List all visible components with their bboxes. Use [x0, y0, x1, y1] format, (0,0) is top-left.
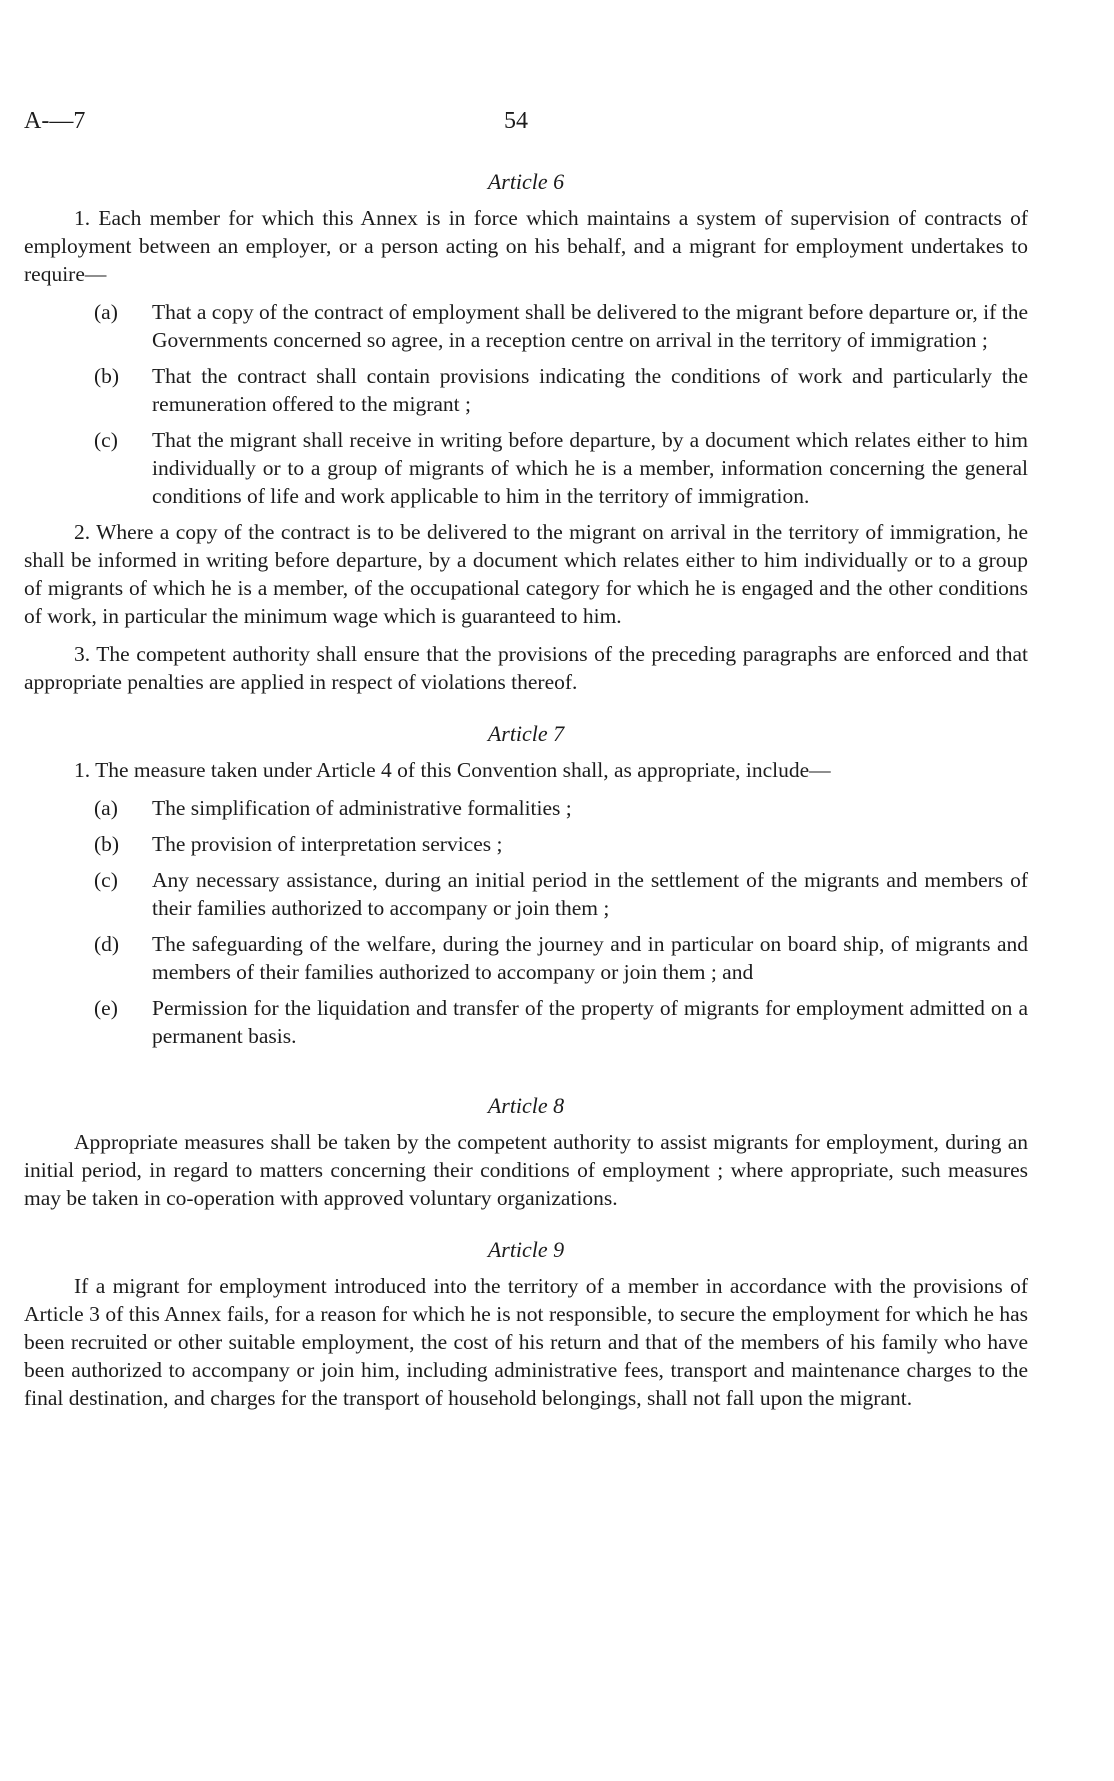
article-7-title: Article 7 [487, 721, 565, 746]
article-7-item-d [24, 930, 1028, 986]
article-6-title: Article 6 [487, 169, 565, 194]
article-7-item-a [24, 794, 1028, 822]
article-6-para-3: 3. The competent authority shall ensure that the provisions of the preceding paragraphs are enforced and that appropriate penalties are applied in respect of violations thereof. [24, 642, 1028, 694]
page-body [24, 168, 1028, 1422]
article-6-item-c [24, 426, 1028, 510]
item-text: That a copy of the contract of employment shall be delivered to the migrant before departure or, if the Governments concerned so agree, in a reception centre on arrival in the territory of immigration ; [152, 300, 1028, 352]
article-6-para-1: 1. Each member for which this Annex is in force which maintains a system of supervision of contracts of employment between an employer, or a person acting on his behalf, and a migrant for employment undertakes to require— [24, 206, 1028, 286]
item-text: That the migrant shall receive in writing before departure, by a document which relates either to him individually or to a group of migrants of which he is a member, information concerning the general conditions of life and work applicable to him in the territory of immigration. [152, 428, 1028, 508]
page-number: 54 [504, 108, 528, 134]
item-text: That the contract shall contain provisions indicating the conditions of work and particularly the remuneration offered to the migrant ; [152, 364, 1028, 416]
page-header [24, 108, 1024, 148]
article-6-item-b [24, 362, 1028, 418]
item-label: (e) [94, 996, 118, 1020]
document-reference: A-—7 [24, 108, 86, 134]
article-7-item-b [24, 830, 1028, 858]
item-text: Permission for the liquidation and transfer of the property of migrants for employment admitted on a permanent basis. [152, 996, 1028, 1048]
article-7-item-e [24, 994, 1028, 1050]
article-8-title: Article 8 [487, 1093, 565, 1118]
article-6-item-a [24, 298, 1028, 354]
article-8-para-1: Appropriate measures shall be taken by the competent authority to assist migrants for employment, during an initial period, in regard to matters concerning their conditions of employment ; where appropriate, such measures may be taken in co-operation with approved voluntary organizations. [24, 1130, 1028, 1210]
article-9-para-1: If a migrant for employment introduced into the territory of a member in accordance with the provisions of Article 3 of this Annex fails, for a reason for which he is not responsible, to secure the employment for which he has been recruited or other suitable employment, the cost of his return and that of the members of his family who have been authorized to accompany or join him, including administrative fees, transport and maintenance charges to the final destination, and charges for the transport of household belongings, shall not fall upon the migrant. [24, 1274, 1028, 1410]
item-text: Any necessary assistance, during an initial period in the settlement of the migrants and members of their families authorized to accompany or join them ; [152, 868, 1028, 920]
item-label: (b) [94, 364, 120, 388]
article-6-para-2: 2. Where a copy of the contract is to be delivered to the migrant on arrival in the territory of immigration, he shall be informed in writing before departure, by a document which relates either to him individually or to a group of migrants of which he is a member, of the occupational category for which he is engaged and the other conditions of work, in particular the minimum wage which is guaranteed to him. [24, 520, 1028, 628]
item-text: The safeguarding of the welfare, during the journey and in particular on board ship, of migrants and members of their families authorized to accompany or join them ; and [152, 932, 1028, 984]
item-label: (d) [94, 932, 120, 956]
item-label: (a) [94, 796, 118, 820]
item-label: (a) [94, 300, 118, 324]
item-label: (c) [94, 868, 118, 892]
article-9-title: Article 9 [487, 1237, 565, 1262]
item-label: (b) [94, 832, 120, 856]
article-7-item-c [24, 866, 1028, 922]
item-text: The provision of interpretation services ; [152, 832, 503, 856]
item-label: (c) [94, 428, 118, 452]
article-7-para-1: 1. The measure taken under Article 4 of this Convention shall, as appropriate, include— [74, 758, 831, 782]
item-text: The simplification of administrative formalities ; [152, 796, 572, 820]
